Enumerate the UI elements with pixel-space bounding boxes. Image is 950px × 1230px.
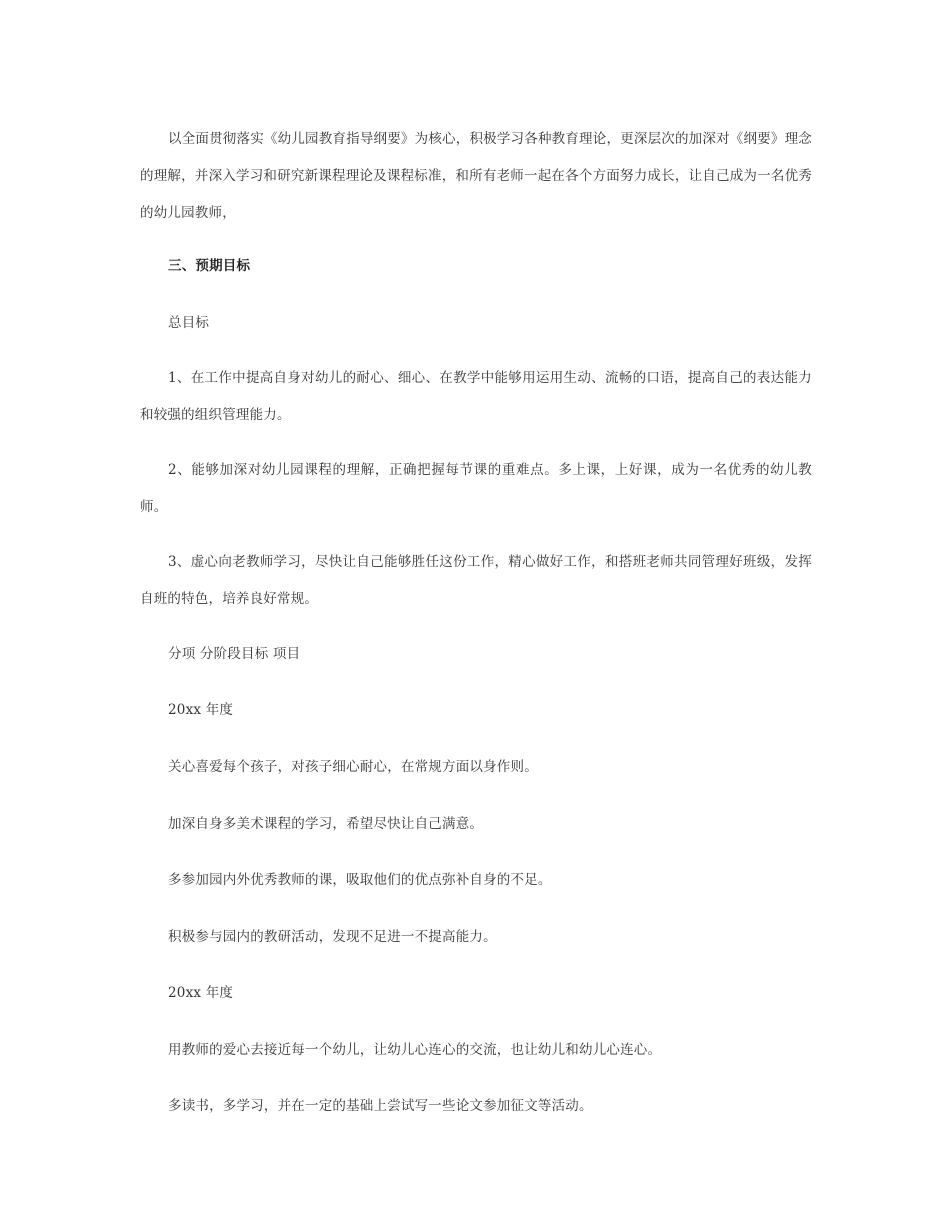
section-heading: 三、预期目标	[168, 258, 251, 274]
table-header: 分项 分阶段目标 项目	[168, 646, 301, 662]
goal-item-2: 2、能够加深对幼儿园课程的理解，正确把握每节课的重难点。多上课，上好课，成为一名优秀的幼儿教师。	[140, 462, 812, 515]
year-2-item: 用教师的爱心去接近每一个幼儿，让幼儿心连心的交流，也让幼儿和幼儿心连心。	[168, 1042, 662, 1058]
year-label-2: 20xx 年度	[168, 985, 234, 1001]
year-2-item: 多读书，多学习，并在一定的基础上尝试写一些论文参加征文等活动。	[168, 1098, 593, 1114]
goal-item-1: 1、在工作中提高自身对幼儿的耐心、细心、在教学中能够用运用生动、流畅的口语，提高自己的表达能力和较强的组织管理能力。	[140, 370, 812, 423]
intro-paragraph: 以全面贯彻落实《幼儿园教育指导纲要》为核心，积极学习各种教育理论，更深层次的加深对《纲要》理念的理解，并深入学习和研究新课程理论及课程标准，和所有老师一起在各个方面努力成长，让自己成为一名优秀的幼儿园教师，	[140, 131, 812, 221]
year-label-1: 20xx 年度	[168, 702, 234, 718]
year-1-item: 关心喜爱每个孩子，对孩子细心耐心，在常规方面以身作则。	[168, 759, 538, 775]
overall-goal-label: 总目标	[168, 315, 210, 331]
year-1-item: 多参加园内外优秀教师的课，吸取他们的优点弥补自身的不足。	[168, 872, 552, 888]
goal-item-3: 3、虚心向老教师学习，尽快让自己能够胜任这份工作，精心做好工作，和搭班老师共同管理好班级，发挥自班的特色，培养良好常规。	[140, 554, 812, 607]
year-1-item: 加深自身多美术课程的学习，希望尽快让自己满意。	[168, 816, 484, 832]
year-1-item: 积极参与园内的教研活动，发现不足进一不提高能力。	[168, 929, 497, 945]
